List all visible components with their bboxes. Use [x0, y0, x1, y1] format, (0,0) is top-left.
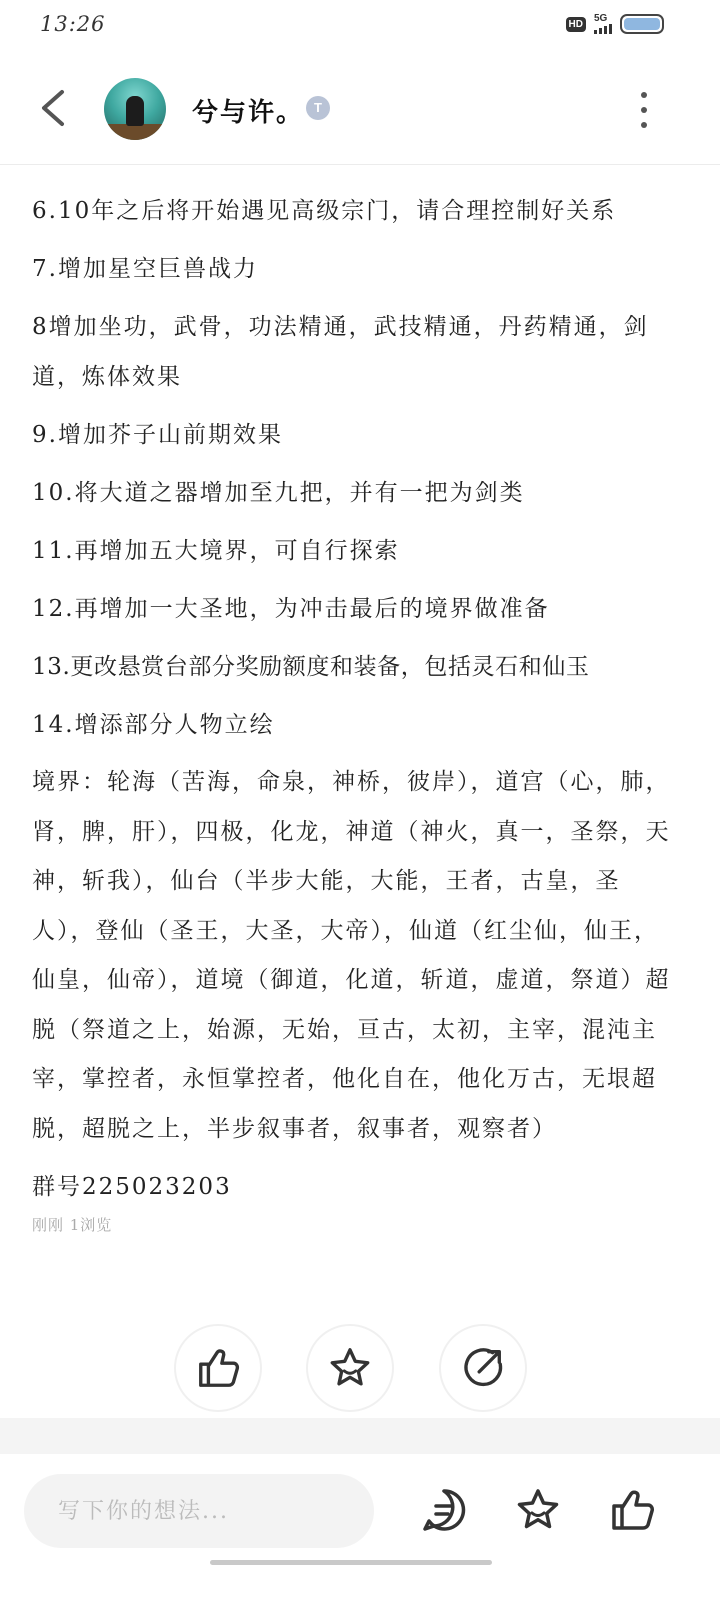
- bottom-favorite-button[interactable]: [514, 1486, 562, 1534]
- more-dot: [641, 122, 647, 128]
- favorite-button[interactable]: [306, 1324, 394, 1412]
- post-actions: [0, 1324, 720, 1414]
- signal-icon: [594, 14, 612, 34]
- group-number: 群号225023203: [32, 1174, 232, 1200]
- back-button[interactable]: [34, 86, 74, 130]
- avatar[interactable]: [104, 78, 166, 140]
- share-button[interactable]: [439, 1324, 527, 1412]
- post-line: 6.10年之后将开始遇见高级宗门，请合理控制好关系: [32, 198, 617, 224]
- more-dot: [641, 107, 647, 113]
- post-content: [32, 186, 682, 1235]
- realms-text: 境界：轮海（苦海，命泉，神桥，彼岸），道宫（心，肺，肾，脾，肝），四极，化龙，神道（神火，真一，圣祭，天神，斩我），仙台（半步大能，大能，王者，古皇，圣人），登仙（圣王，大圣，大帝），仙道（红尘仙，仙王，仙皇，仙帝），道境（御道，化道，斩道，虚道，祭道）超脱（祭道之上，始源，无始，亘古，太初，主宰，混沌主宰，掌控者，永恒掌控者，他化自在，他化万古，无垠超脱，超脱之上，半步叙事者，叙事者，观察者）: [32, 769, 671, 1142]
- star-icon: [514, 1486, 562, 1534]
- post-meta: 刚刚 1浏览: [32, 1216, 113, 1234]
- status-bar: [0, 0, 720, 52]
- thumbs-up-icon: [195, 1345, 241, 1391]
- more-dot: [641, 92, 647, 98]
- post-line: 11.再增加五大境界，可自行探索: [32, 538, 400, 564]
- more-options-button[interactable]: [636, 92, 652, 128]
- bottom-bar: [0, 1454, 720, 1605]
- comment-input[interactable]: [24, 1474, 374, 1548]
- post-line: 10.将大道之器增加至九把，并有一把为剑类: [32, 480, 525, 506]
- bottom-like-button[interactable]: [608, 1486, 656, 1534]
- comment-icon: [420, 1486, 468, 1534]
- post-header: [0, 52, 720, 165]
- divider-band: [0, 1418, 720, 1454]
- post-line: 14.增添部分人物立绘: [32, 712, 275, 738]
- post-line: 9.增加芥子山前期效果: [32, 422, 283, 448]
- post-line: 8增加坐功，武骨，功法精通，武技精通，丹药精通，剑道，炼体效果: [32, 314, 649, 390]
- battery-icon: [620, 14, 664, 34]
- network-type: 5G: [594, 13, 608, 24]
- hd-icon: HD: [566, 17, 586, 32]
- back-arrow-icon: [34, 86, 74, 130]
- post-line: 7.增加星空巨兽战力: [32, 256, 258, 282]
- status-indicators: [566, 14, 664, 34]
- status-time: 13:26: [40, 12, 106, 36]
- post-line: 13.更改悬赏台部分奖励额度和装备，包括灵石和仙玉: [32, 654, 590, 680]
- post-line: 12.再增加一大圣地，为冲击最后的境界做准备: [32, 596, 550, 622]
- home-indicator[interactable]: [210, 1560, 492, 1565]
- like-button[interactable]: [174, 1324, 262, 1412]
- share-icon: [460, 1345, 506, 1391]
- star-icon: [327, 1345, 373, 1391]
- level-badge: T: [306, 96, 330, 120]
- comment-button[interactable]: [420, 1486, 468, 1534]
- thumbs-up-icon: [608, 1486, 656, 1534]
- user-name[interactable]: 兮与许。: [192, 98, 305, 128]
